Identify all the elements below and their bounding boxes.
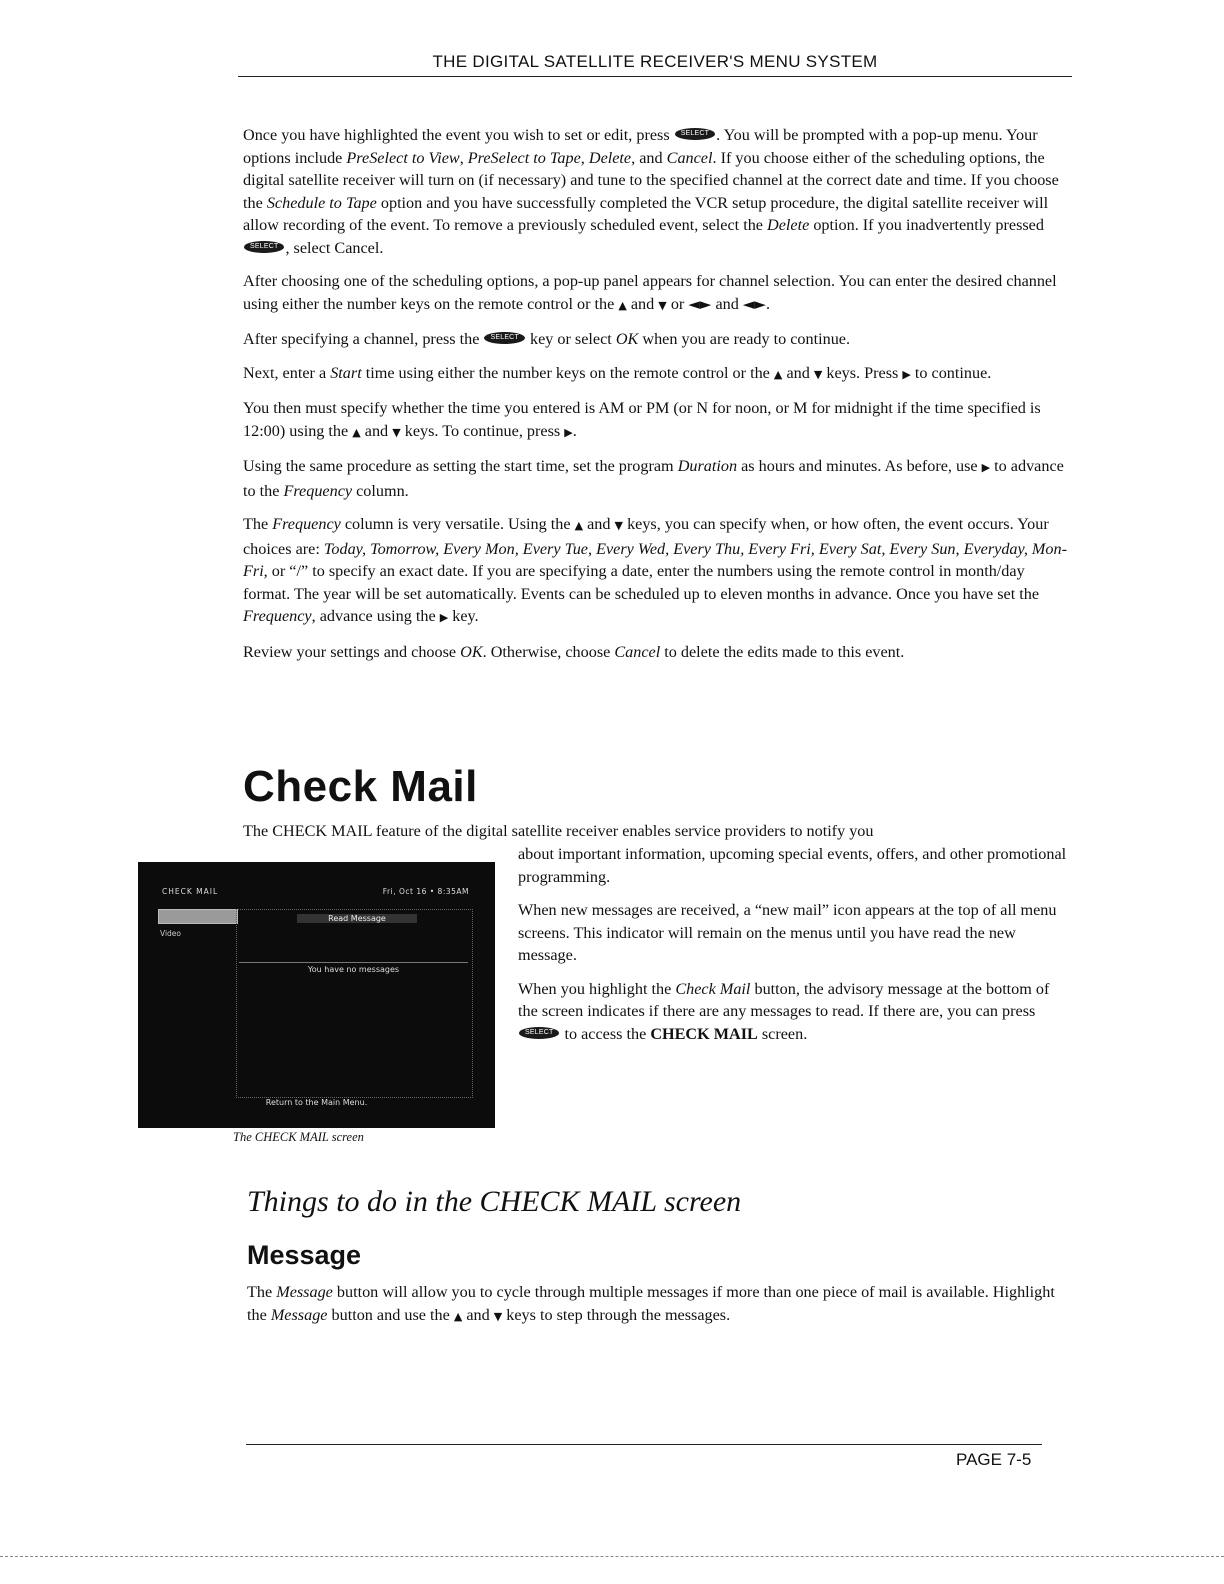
up-arrow-icon: ▲ [352,425,361,439]
select-key-icon: SELECT [675,128,715,140]
paragraph-review: Review your settings and choose OK. Otherwise, choose Cancel to delete the edits made to this event. [243,642,905,661]
down-arrow-icon: ▼ [493,1309,503,1323]
heading-message: Message [247,1240,362,1270]
paragraph-message-button: The Message button will allow you to cycle through multiple messages if more than one piece of mail is available. Highlight the Message button and use the ▲ and ▼ keys to step through the messages. [247,1283,1055,1324]
screenshot-read-message-button: Read Message [297,914,417,923]
down-arrow-icon: ▼ [658,298,667,312]
left-right-key-icon: ◄► [688,294,712,313]
figure-caption: The CHECK MAIL screen [233,1130,364,1144]
page-header: THE DIGITAL SATELLITE RECEIVER'S MENU SYSTEM [432,52,878,71]
paragraph-am-pm: You then must specify whether the time you entered is AM or PM (or N for noon, or M for midnight if the time specified is 12:00) using the ▲ and ▼ keys. To continue, press ▶. [243,399,1041,440]
check-mail-intro: The CHECK MAIL feature of the digital satellite receiver enables service providers to notify you [243,822,874,840]
select-key-icon: SELECT [519,1027,559,1039]
paragraph-new-mail-icon: When new messages are received, a “new mail” icon appears at the top of all menu screens. This indicator will remain on the menus until you have read the new message. [518,901,1057,964]
down-arrow-icon: ▼ [813,367,823,381]
down-arrow-icon: ▼ [614,519,624,532]
paragraph-specify-channel: After specifying a channel, press the SELECT key or select OK when you are ready to continue. [243,330,851,348]
down-arrow-icon: ▼ [392,425,401,439]
scan-artifact-line [0,1556,1224,1557]
paragraph-edit-event: Once you have highlighted the event you wish to set or edit, press SELECT . You will be prompted with a pop-up menu. Your options include PreSelect to View, PreSelect to Tape, Delete, and Cancel. If you choose either of the scheduling options, the digital satellite receiver will turn on (if necessary) and tune to the specified channel at the correct date and time. If you choose the Schedule to Tape option and you have successfully completed the VCR setup procedure, the digital satellite receiver will allow recording of the event. To remove a previously scheduled event, select the Delete option. If you inadvertently pressed SELECT , select Cancel. [243,126,1059,257]
up-arrow-icon: ▲ [453,1309,463,1323]
up-arrow-icon: ▲ [773,367,783,381]
paragraph-start-time: Next, enter a Start time using either the number keys on the remote control or the ▲ and ▼ keys. Press ▶ to continue. [243,363,992,382]
section-title-check-mail: Check Mail [243,762,478,811]
select-key-icon: SELECT [244,241,284,253]
body-text [243,124,1071,674]
screenshot-message-text: You have no messages [307,965,400,974]
screenshot-mail-panel [236,909,473,1098]
up-arrow-icon: ▲ [618,298,627,312]
footer-rule [246,1444,1042,1445]
check-mail-screenshot [138,862,495,1128]
paragraph-advisory-message: When you highlight the Check Mail button, the advisory message at the bottom of the screen indicates if there are any messages to read. If there are, you can press SELECT to access the CHECK MAIL screen. [518,979,1050,1043]
page-number: PAGE 7-5 [956,1450,1032,1469]
right-arrow-icon: ▶ [564,425,573,439]
right-arrow-icon: ▶ [981,461,991,474]
select-key-icon: SELECT [484,332,524,344]
left-right-key-icon: ◄► [742,294,766,313]
right-arrow-icon: ▶ [902,367,911,381]
screenshot-divider [239,962,468,963]
screenshot-date: Fri, Oct 16 • 8:35AM [382,887,469,896]
screenshot-return-text: Return to the Main Menu. [265,1098,368,1107]
paragraph-frequency: The Frequency column is very versatile. Using the ▲ and ▼ keys, you can specify when, or how often, the event occurs. Your choices are: Today, Tomorrow, Every Mon, Every Tue, Every Wed, Every Thu, Every Fri, Every Sat, Every Sun, Everyday, Mon-Fri, or “/” to specify an exact date. If you are specifying a date, enter the numbers using the remote control in month/day format. The year will be set automatically. Events can be scheduled up to eleven months in advance. Once you have set the Frequency, advance using the ▶ key. [243,515,1067,625]
screenshot-side-item: Video [160,929,182,938]
header-rule [238,76,1072,77]
paragraph-channel-selection: After choosing one of the scheduling options, a pop-up panel appears for channel selection. You can enter the desired channel using either the number keys on the remote control or the ▲ and ▼ or ◄► and ◄►. [243,272,1057,313]
screenshot-title: CHECK MAIL [162,887,219,896]
up-arrow-icon: ▲ [574,519,584,532]
right-arrow-icon: ▶ [439,611,449,624]
check-mail-description [518,843,1068,1056]
paragraph-duration: Using the same procedure as setting the start time, set the program Duration as hours and minutes. As before, use ▶ to advance to the Frequency column. [243,457,1064,500]
subsection-title-things-to-do: Things to do in the CHECK MAIL screen [247,1185,742,1218]
paragraph-check-mail-intro: about important information, upcoming special events, offers, and other promotional programming. [518,845,1067,886]
screenshot-new-mail-tab [158,909,238,924]
